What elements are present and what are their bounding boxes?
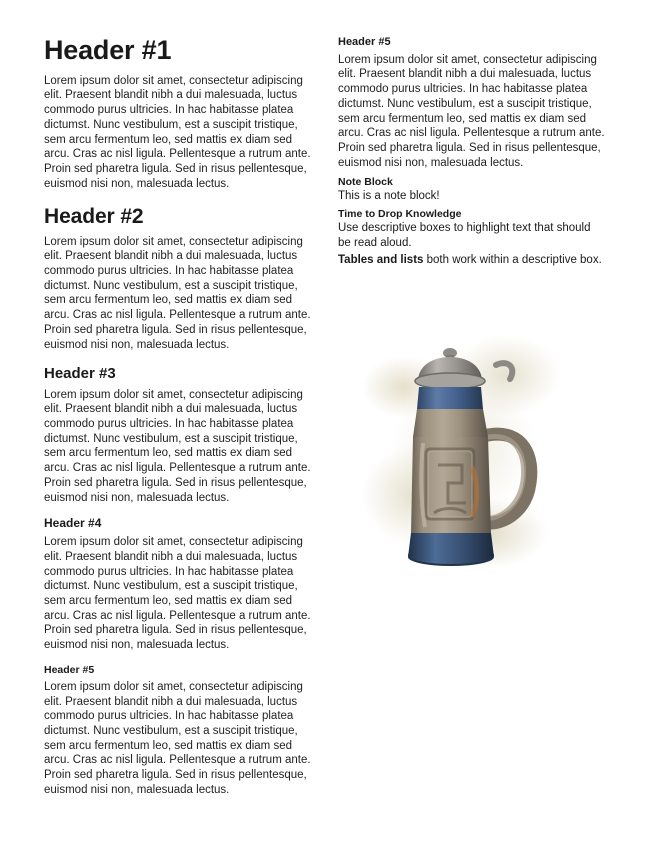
tables-and-lists-lead: Tables and lists [338,253,424,266]
page-title: Header #1 [44,35,172,65]
beer-stein-illustration [338,307,606,607]
right-column [338,36,606,607]
right-body-paragraph: Lorem ipsum dolor sit amet, consectetur adipiscing elit. Praesent blandit nibh a dui malesuada, luctus commodo purus ultricies. In hac habitasse platea dictumst. Nunc vestibulum, est a suscipit tristique, sem arcu fermentum leo, sed mattis ex diam sed arcu. Cras ac nisl ligula. Pellentesque a rutrum ante. Proin sed pharetra ligula. Sed in risus pellentesque, euismod nisi non, malesuada lectus. [338,53,605,169]
section-heading-2: Header #2 [44,205,144,229]
note-block-title: Note Block [338,176,393,189]
stein-drawing-icon [392,317,552,607]
body-paragraph-1: Lorem ipsum dolor sit amet, consectetur adipiscing elit. Praesent blandit nibh a dui malesuada, luctus commodo purus ultricies. In hac habitasse platea dictumst. Nunc vestibulum, est a suscipit tristique, sem arcu fermentum leo, sed mattis ex diam sed arcu. Cras ac nisl ligula. Pellentesque a rutrum ante. Proin sed pharetra ligula. Sed in risus pellentesque, euismod nisi non, malesuada lectus. [44,74,311,190]
two-column-layout [44,36,608,800]
tables-and-lists-rest: both work within a descriptive box. [423,253,602,266]
right-section-heading: Header #5 [338,36,391,48]
section-heading-4: Header #4 [44,516,102,531]
body-paragraph-4: Lorem ipsum dolor sit amet, consectetur adipiscing elit. Praesent blandit nibh a dui malesuada, luctus commodo purus ultricies. In hac habitasse platea dictumst. Nunc vestibulum, est a suscipit tristique, sem arcu fermentum leo, sed mattis ex diam sed arcu. Cras ac nisl ligula. Pellentesque a rutrum ante. Proin sed pharetra ligula. Sed in risus pellentesque, euismod nisi non, malesuada lectus. [44,536,311,652]
section-heading-3: Header #3 [44,365,116,383]
body-paragraph-2: Lorem ipsum dolor sit amet, consectetur adipiscing elit. Praesent blandit nibh a dui malesuada, luctus commodo purus ultricies. In hac habitasse platea dictumst. Nunc vestibulum, est a suscipit tristique, sem arcu fermentum leo, sed mattis ex diam sed arcu. Cras ac nisl ligula. Pellentesque a rutrum ante. Proin sed pharetra ligula. Sed in risus pellentesque, euismod nisi non, malesuada lectus. [44,235,311,351]
note-block-text: This is a note block! [338,190,440,203]
tables-and-lists-text [338,253,606,268]
left-column [44,36,312,800]
section-heading-5: Header #5 [44,663,95,676]
body-paragraph-3: Lorem ipsum dolor sit amet, consectetur adipiscing elit. Praesent blandit nibh a dui malesuada, luctus commodo purus ultricies. In hac habitasse platea dictumst. Nunc vestibulum, est a suscipit tristique, sem arcu fermentum leo, sed mattis ex diam sed arcu. Cras ac nisl ligula. Pellentesque a rutrum ante. Proin sed pharetra ligula. Sed in risus pellentesque, euismod nisi non, malesuada lectus. [44,388,311,504]
drop-knowledge-text: Use descriptive boxes to highlight text that should be read aloud. [338,222,591,249]
drop-knowledge-title: Time to Drop Knowledge [338,208,462,221]
body-paragraph-5: Lorem ipsum dolor sit amet, consectetur adipiscing elit. Praesent blandit nibh a dui malesuada, luctus commodo purus ultricies. In hac habitasse platea dictumst. Nunc vestibulum, est a suscipit tristique, sem arcu fermentum leo, sed mattis ex diam sed arcu. Cras ac nisl ligula. Pellentesque a rutrum ante. Proin sed pharetra ligula. Sed in risus pellentesque, euismod nisi non, malesuada lectus. [44,680,311,796]
